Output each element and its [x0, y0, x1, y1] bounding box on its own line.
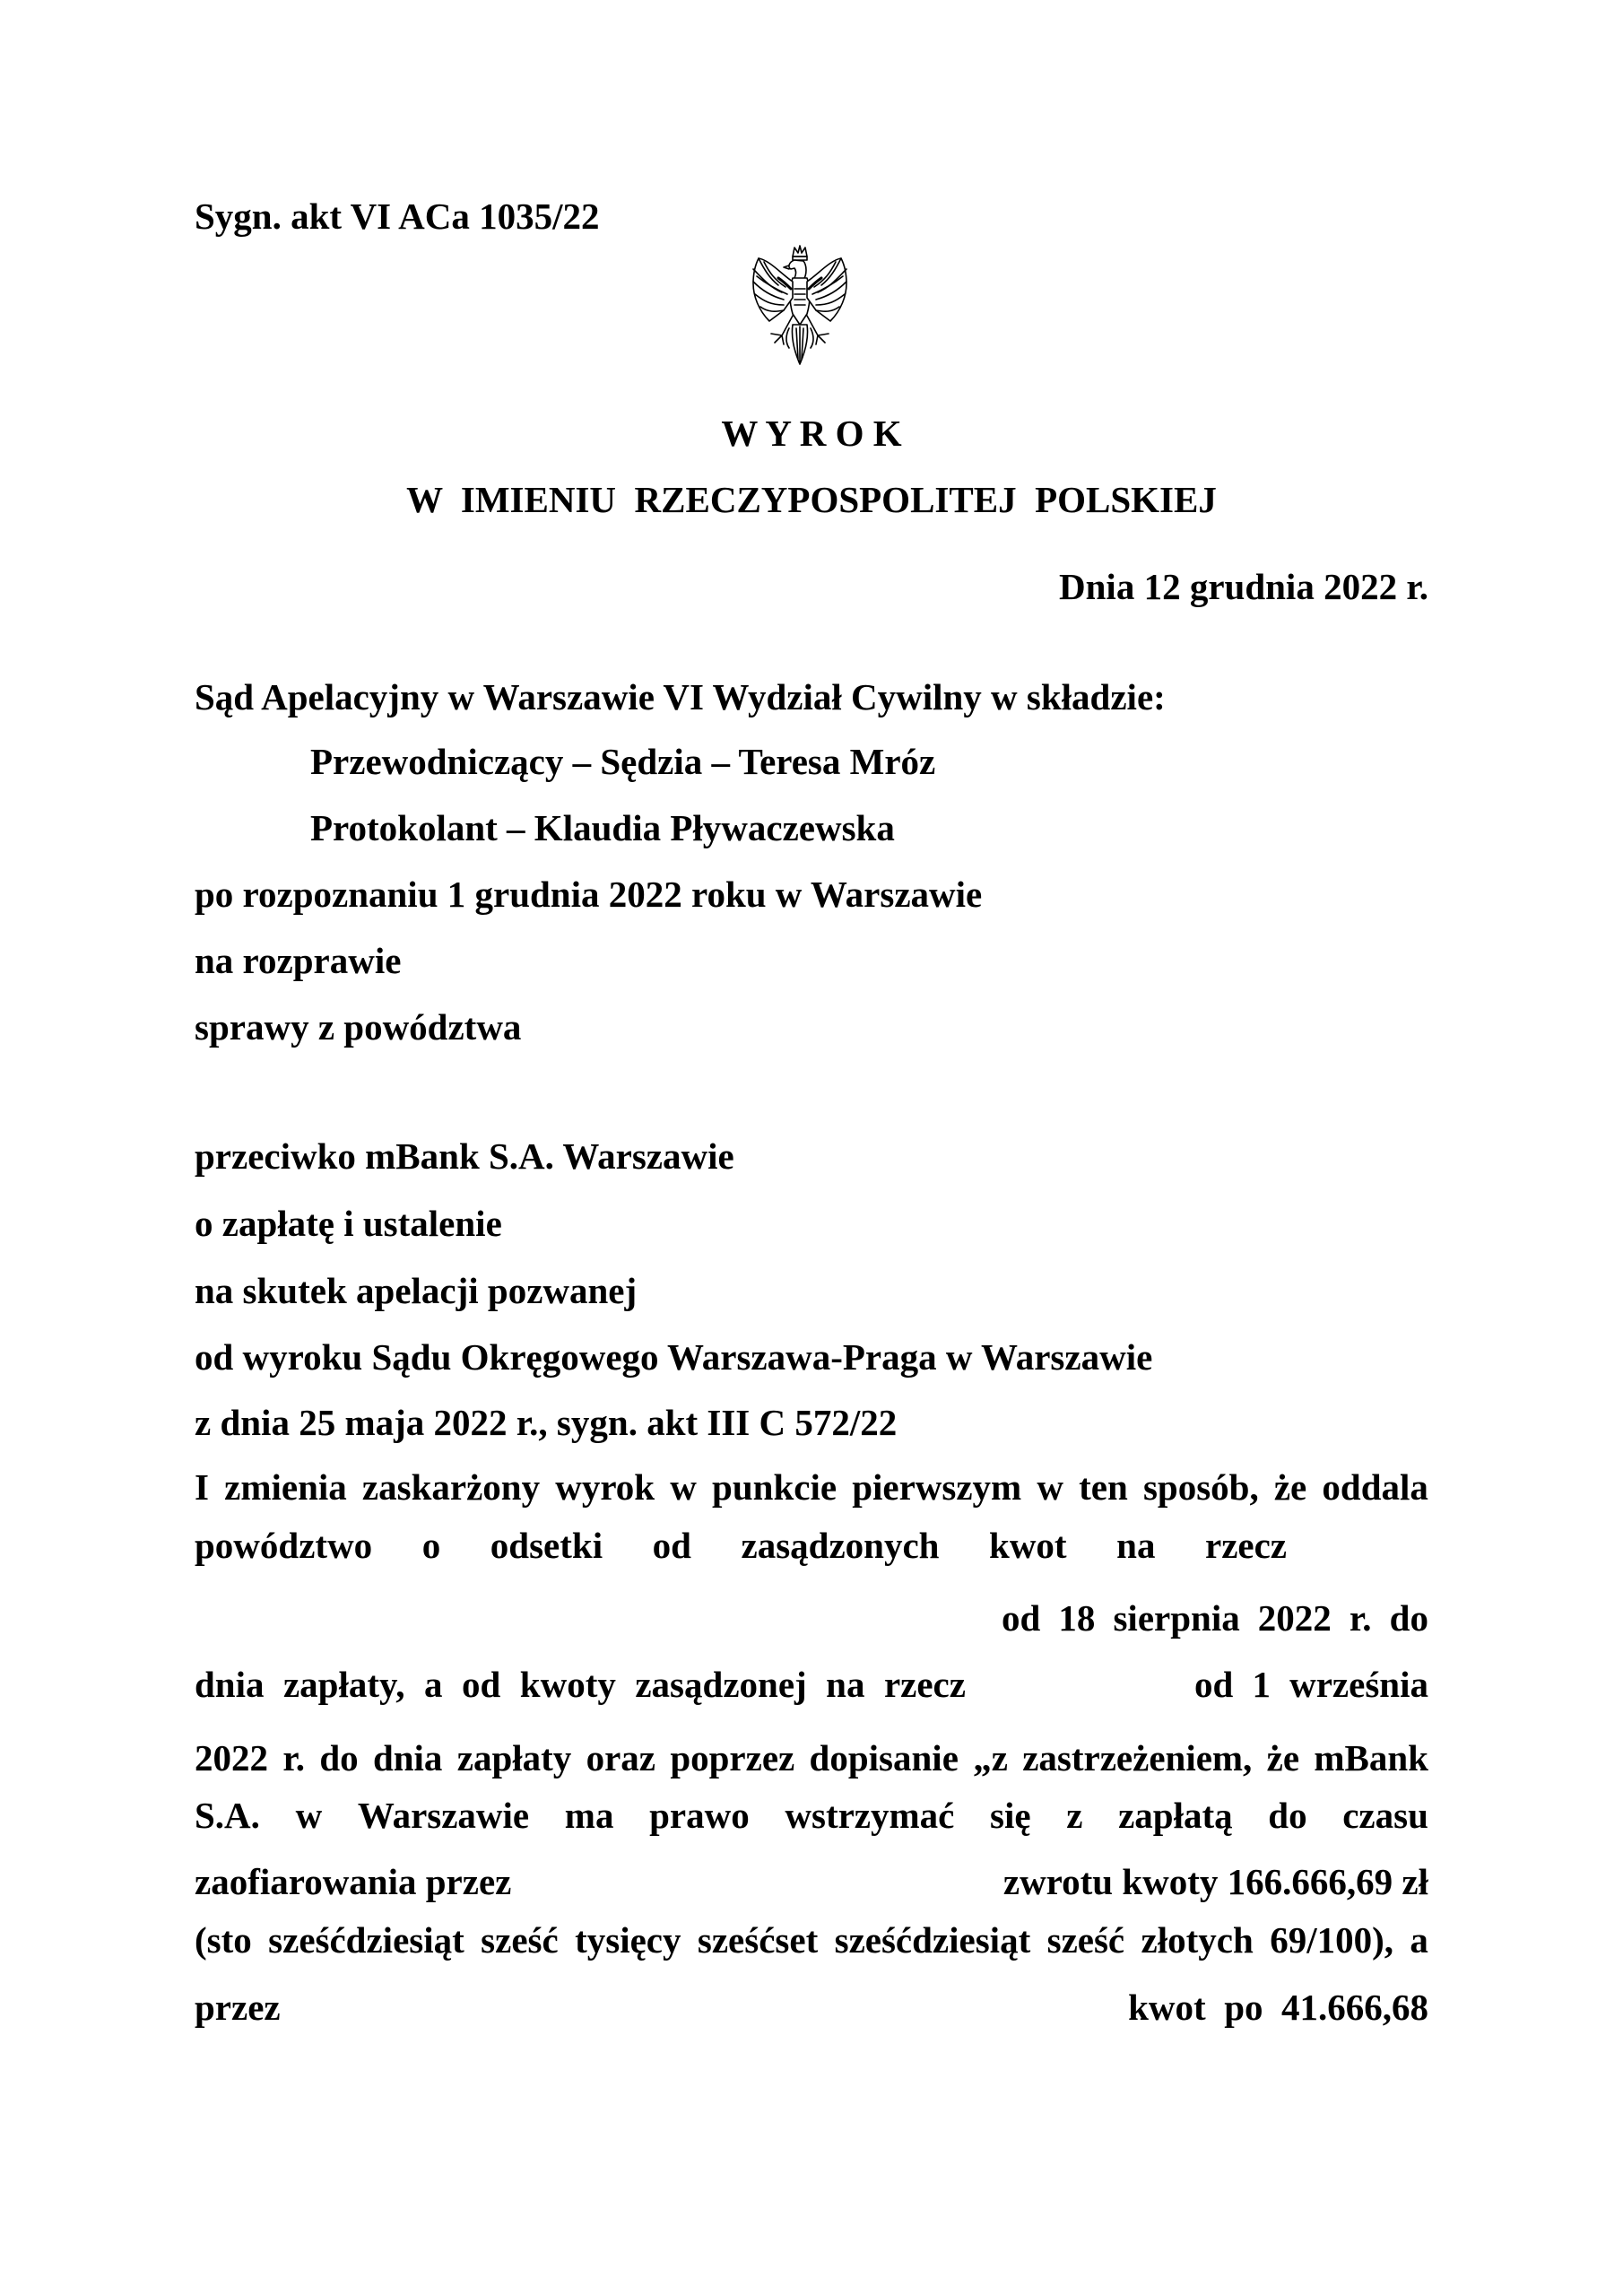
word: że [1266, 1737, 1300, 1779]
word: zasądzonych [741, 1525, 940, 1566]
word: wstrzymać [785, 1795, 955, 1836]
word: S.A. [195, 1795, 260, 1836]
word: czasu [1342, 1795, 1428, 1836]
court-name: Sąd Apelacyjny w Warszawie VI Wydział Cywilny w składzie: [195, 676, 1166, 718]
word: pierwszym [852, 1466, 1022, 1508]
word: sierpnia [1113, 1597, 1240, 1639]
judgment-subtitle: W IMIENIU RZECZYPOSPOLITEJ POLSKIEJ [406, 479, 1217, 520]
ruling-line-6 [195, 1797, 1428, 1834]
word: a [1410, 1919, 1428, 1961]
word: sześć [481, 1919, 559, 1961]
word: r. [282, 1737, 305, 1779]
word: sześć [1046, 1919, 1125, 1961]
word: dnia [195, 1664, 265, 1705]
word: kwoty [519, 1664, 616, 1705]
word: od [1194, 1664, 1234, 1705]
word: 18 [1058, 1597, 1096, 1639]
word: sześćdziesiąt [834, 1919, 1031, 1961]
word: w [295, 1795, 323, 1836]
word: września [1289, 1664, 1428, 1705]
presiding-judge: Przewodniczący – Sędzia – Teresa Mróz [310, 741, 936, 782]
word: mBank [1314, 1737, 1428, 1779]
word: kwot [989, 1525, 1067, 1566]
word: tysięcy [575, 1919, 681, 1961]
word: w [670, 1466, 697, 1508]
word: 1 [1252, 1664, 1271, 1705]
lower-court: od wyroku Sądu Okręgowego Warszawa-Praga w Warszawie [195, 1336, 1153, 1378]
word: że [1273, 1466, 1307, 1508]
word: oddala [1322, 1466, 1428, 1508]
word: powództwo [195, 1525, 373, 1566]
word: oraz [586, 1737, 656, 1779]
word: 69/100), [1270, 1919, 1393, 1961]
judgment-title: W Y R O K [721, 413, 902, 454]
word: 2022 [195, 1737, 268, 1779]
word: o [421, 1525, 441, 1566]
word: zapłaty [456, 1737, 572, 1779]
word: zmienia [224, 1466, 347, 1508]
word: zapłatą [1118, 1795, 1233, 1836]
word: dopisanie [809, 1737, 959, 1779]
word: punkcie [712, 1466, 838, 1508]
word: I [195, 1466, 209, 1508]
lower-court-date: z dnia 25 maja 2022 r., sygn. akt III C 572/22 [195, 1402, 898, 1443]
word: od [652, 1525, 691, 1566]
ruling-line-4-right [1194, 1666, 1428, 1703]
appeal-info: na skutek apelacji pozwanej [195, 1270, 638, 1311]
word: dnia [372, 1737, 443, 1779]
word: zasądzonej [635, 1664, 807, 1705]
word: r. [1349, 1597, 1372, 1639]
word: do [319, 1737, 359, 1779]
word: odsetki [490, 1525, 603, 1566]
ruling-line-7-right: zwrotu kwoty 166.666,69 zł [1002, 1861, 1428, 1902]
court-clerk: Protokolant – Klaudia Pływaczewska [310, 807, 895, 848]
word: poprzez [670, 1737, 795, 1779]
ruling-line-8 [195, 1919, 1428, 1961]
word: „z [973, 1737, 1008, 1779]
word: złotych [1141, 1919, 1254, 1961]
word: od [462, 1664, 501, 1705]
word: ten [1079, 1466, 1128, 1508]
case-signature: Sygn. akt VI ACa 1035/22 [195, 196, 600, 237]
word: na [826, 1664, 865, 1705]
word: do [1268, 1795, 1307, 1836]
hearing-type: na rozprawie [195, 940, 402, 981]
word: zaskarżony [361, 1466, 541, 1508]
ruling-line-1 [195, 1466, 1428, 1508]
word: 2022 [1257, 1597, 1332, 1639]
word: zapłaty, [282, 1664, 405, 1705]
ruling-line-2 [195, 1527, 1287, 1564]
word: prawo [649, 1795, 750, 1836]
case-from: sprawy z powództwa [195, 1006, 522, 1048]
hearing-info: po rozpoznaniu 1 grudnia 2022 roku w Warszawie [195, 874, 983, 915]
word: do [1389, 1597, 1428, 1639]
word: z [1066, 1795, 1083, 1836]
word: od [1002, 1597, 1041, 1639]
ruling-line-3 [1002, 1597, 1428, 1639]
ruling-line-9-left: przez [195, 1987, 281, 2028]
word: sześćdziesiąt [268, 1919, 464, 1961]
word: w [1037, 1466, 1063, 1508]
ruling-line-5 [195, 1737, 1428, 1779]
word: ma [564, 1795, 614, 1836]
word: Warszawie [357, 1795, 530, 1836]
polish-eagle-emblem-icon [742, 242, 857, 368]
word: wyrok [555, 1466, 655, 1508]
word: rzecz [1205, 1525, 1287, 1566]
case-subject: o zapłatę i ustalenie [195, 1203, 502, 1244]
word: sześćset [697, 1919, 819, 1961]
ruling-line-4-left [195, 1666, 966, 1703]
defendant: przeciwko mBank S.A. Warszawie [195, 1135, 734, 1177]
word: zastrzeżeniem, [1022, 1737, 1253, 1779]
word: a [424, 1664, 443, 1705]
ruling-line-7-left: zaofiarowania przez [195, 1861, 512, 1902]
word: sposób, [1142, 1466, 1259, 1508]
word: na [1116, 1525, 1156, 1566]
word: rzecz [883, 1664, 966, 1705]
word: się [990, 1795, 1031, 1836]
judgment-date: Dnia 12 grudnia 2022 r. [1059, 566, 1428, 607]
word: (sto [195, 1919, 252, 1961]
ruling-line-9-right: kwot po 41.666,68 [1128, 1987, 1428, 2028]
